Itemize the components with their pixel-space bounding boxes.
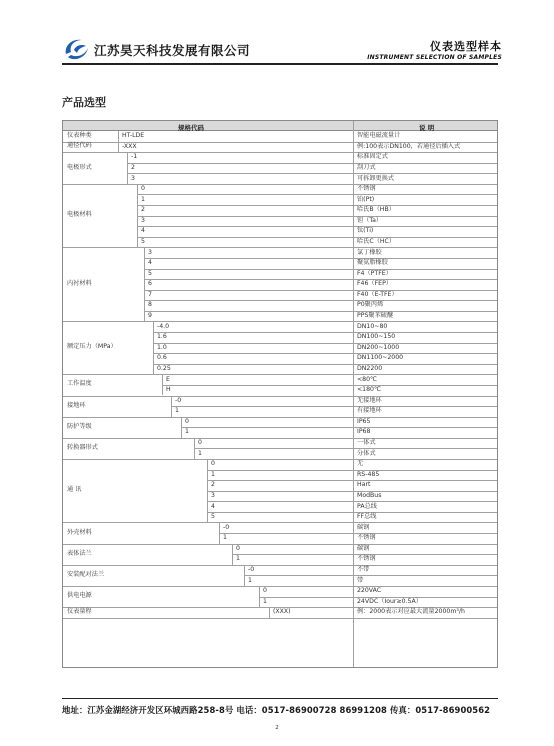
group-divider xyxy=(63,152,497,153)
group-label: 外壳材料 xyxy=(67,528,92,536)
code-value: 2 xyxy=(131,163,135,171)
code-value: 1 xyxy=(198,449,202,457)
code-value: 0 xyxy=(185,417,189,425)
row-divider xyxy=(144,290,497,291)
group-divider xyxy=(63,438,497,439)
description-value: 刮刀式 xyxy=(357,163,376,171)
description-value: 不锈钢 xyxy=(357,534,376,542)
code-value: 5 xyxy=(148,269,152,277)
description-value: 钽（Ta） xyxy=(357,216,383,224)
description-value: 碳钢 xyxy=(357,523,370,531)
code-value: 3 xyxy=(131,174,135,182)
code-value: 4 xyxy=(141,227,145,235)
footer-address: 地址：江苏金湖经济开发区环城西路258-8号 电话：0517-86900728 86991208 传真：0517-86900562 xyxy=(62,705,491,715)
code-value: -1 xyxy=(131,153,138,161)
description-value: 一体式 xyxy=(357,439,376,447)
brand-subtitle: INSTRUMENT SELECTION OF SAMPLES xyxy=(367,54,502,61)
row-divider xyxy=(153,353,497,354)
description-value: IP65 xyxy=(357,417,371,425)
code-value: -0 xyxy=(175,396,182,404)
description-value: 哈氏B（HB） xyxy=(357,206,395,214)
description-value: 分体式 xyxy=(357,449,376,457)
group-label: 供电电源 xyxy=(67,592,92,600)
description-value: Hart xyxy=(357,481,371,489)
description-value: PA总线 xyxy=(357,502,377,510)
code-value: 1 xyxy=(263,597,267,605)
description-value: 例:100表示DN100，若通径后插入式 xyxy=(357,142,461,150)
description-value: DN10~80 xyxy=(357,322,388,330)
code-value: 1 xyxy=(175,407,179,415)
row-divider xyxy=(207,470,497,471)
group-label: 电极形式 xyxy=(67,163,92,171)
code-value: 1 xyxy=(141,195,145,203)
description-value: 哈氏C（HC） xyxy=(357,238,396,245)
group-label: 防护等级 xyxy=(67,422,92,430)
row-divider xyxy=(162,385,497,386)
table-header-desc: 说 明 xyxy=(419,124,435,132)
row-divider xyxy=(144,300,497,301)
page-number: 2 xyxy=(275,725,279,731)
code-value: 2 xyxy=(211,481,215,489)
group-label: 仪表种类 xyxy=(67,131,92,139)
description-value: 220VAC xyxy=(357,587,382,595)
code-value: 8 xyxy=(148,301,152,309)
code-value: -XXX xyxy=(122,142,137,150)
description-value: 不锈钢 xyxy=(357,185,376,193)
group-divider xyxy=(63,321,497,322)
group-label: 通 讯 xyxy=(67,486,82,494)
description-value: 例：2000表示对应最大流量2000m³/h xyxy=(357,608,465,616)
code-value: 2 xyxy=(141,206,145,214)
group-divider xyxy=(63,184,497,185)
code-value: 5 xyxy=(211,513,215,521)
group-divider xyxy=(63,522,497,523)
description-value: 不锈钢 xyxy=(357,555,376,563)
group-divider xyxy=(63,618,497,619)
code-value: 1 xyxy=(223,534,227,542)
group-label: 内衬材料 xyxy=(67,279,92,287)
code-value: -0 xyxy=(223,523,230,531)
description-value: 带 xyxy=(357,576,364,584)
description-value: F46（FEP） xyxy=(357,280,393,288)
code-value: (XXX) xyxy=(273,608,291,616)
code-value: 1 xyxy=(236,555,240,563)
description-value: P0聚丙烯 xyxy=(357,301,384,309)
group-label: 额定压力（MPa） xyxy=(67,343,117,351)
description-value: 钛(Ti) xyxy=(357,227,374,235)
description-value: 有接地环 xyxy=(357,407,382,415)
code-value: 1 xyxy=(248,576,252,584)
description-value: 不带 xyxy=(357,565,370,573)
row-divider xyxy=(194,448,497,449)
group-divider xyxy=(63,586,497,587)
code-column-edge xyxy=(118,142,119,153)
code-value: 9 xyxy=(148,312,152,320)
code-value: 4 xyxy=(148,259,152,267)
code-value: 0.25 xyxy=(157,364,171,372)
description-value: 铂(Pt) xyxy=(357,195,375,203)
row-divider xyxy=(127,173,497,174)
code-value: 0 xyxy=(141,185,145,193)
code-column-edge xyxy=(127,152,128,184)
code-value: 0 xyxy=(236,544,240,552)
row-divider xyxy=(181,427,497,428)
group-label: 表体法兰 xyxy=(67,549,92,557)
description-value: RS-485 xyxy=(357,470,380,478)
description-value: 无接地环 xyxy=(357,396,382,404)
code-value: 1.6 xyxy=(157,333,167,341)
row-divider xyxy=(207,491,497,492)
code-value: 6 xyxy=(148,280,152,288)
row-divider xyxy=(153,332,497,333)
row-divider xyxy=(207,480,497,481)
table-header-code: 规格代码 xyxy=(178,124,204,132)
company-name: 江苏昊天科技发展有限公司 xyxy=(94,43,251,58)
row-divider xyxy=(137,194,497,195)
row-divider xyxy=(244,575,497,576)
code-value: 1.0 xyxy=(157,343,167,351)
code-value: 0 xyxy=(263,587,267,595)
description-value: DN100~150 xyxy=(357,333,396,341)
group-label: 仪表量程 xyxy=(67,607,92,615)
row-divider xyxy=(207,512,497,513)
group-label: 电极材料 xyxy=(67,211,92,219)
description-value: F4（PTFE） xyxy=(357,269,392,277)
group-label: 通径代码 xyxy=(67,142,92,150)
group-label: 转换器形式 xyxy=(67,443,98,451)
description-value: DN200~1000 xyxy=(357,343,400,351)
description-value: ModBus xyxy=(357,491,382,499)
code-value: 0 xyxy=(211,460,215,468)
description-value: IP68 xyxy=(357,428,371,436)
group-divider xyxy=(63,459,497,460)
description-value: F40（E-TFE） xyxy=(357,290,398,298)
code-value: 5 xyxy=(141,238,145,245)
description-value: PPS聚苯硫醚 xyxy=(357,312,394,320)
code-column-edge xyxy=(153,321,154,374)
group-divider xyxy=(63,247,497,248)
description-value: 无 xyxy=(357,460,364,468)
code-value: 7 xyxy=(148,290,152,298)
code-value: 0.6 xyxy=(157,354,167,362)
row-divider xyxy=(137,216,497,217)
group-divider xyxy=(63,417,497,418)
code-value: 1 xyxy=(211,470,215,478)
code-value: 0 xyxy=(198,439,202,447)
description-value: <180℃ xyxy=(357,386,381,394)
description-value: 可拆卸更换式 xyxy=(357,174,395,182)
header-rule xyxy=(62,63,498,65)
code-value: 3 xyxy=(148,248,152,256)
row-divider xyxy=(153,343,497,344)
row-divider xyxy=(137,237,497,238)
brand-block xyxy=(367,38,502,61)
description-value: <80℃ xyxy=(357,375,378,383)
code-value: -0 xyxy=(248,565,255,573)
description-value: 氯丁橡胶 xyxy=(357,248,382,256)
code-value: 4 xyxy=(211,502,215,510)
description-value: DN2200 xyxy=(357,364,383,372)
description-value: 智能电磁流量计 xyxy=(357,132,401,140)
group-divider xyxy=(63,544,497,545)
code-value: -4.0 xyxy=(157,322,170,330)
code-value: H xyxy=(166,386,171,394)
row-divider xyxy=(153,364,497,365)
description-value: 24VDC（Iour≥0.5A） xyxy=(357,597,422,605)
company-logo-icon xyxy=(62,36,90,62)
group-divider xyxy=(63,374,497,375)
code-value: E xyxy=(166,375,170,383)
group-label: 安装配对法兰 xyxy=(67,570,105,578)
row-divider xyxy=(137,226,497,227)
description-value: DN1100~2000 xyxy=(357,354,404,362)
row-divider xyxy=(144,269,497,270)
code-value: 3 xyxy=(141,216,145,224)
description-value: 标准固定式 xyxy=(357,153,388,161)
row-divider xyxy=(137,205,497,206)
row-divider xyxy=(127,163,497,164)
brand-title: 仪表选型样本 xyxy=(430,40,502,53)
code-value: 3 xyxy=(211,491,215,499)
row-divider xyxy=(144,258,497,259)
selection-table xyxy=(62,120,498,668)
description-value: 碳钢 xyxy=(357,544,370,552)
row-divider xyxy=(171,406,497,407)
group-divider xyxy=(63,396,497,397)
group-label: 接地环 xyxy=(67,401,86,409)
description-value: FF总线 xyxy=(357,513,377,521)
row-divider xyxy=(144,279,497,280)
code-value: HT-LDE xyxy=(122,132,145,140)
code-column-edge xyxy=(118,131,119,142)
group-label: 工作温度 xyxy=(67,380,92,388)
code-value: 1 xyxy=(185,428,189,436)
page-header xyxy=(62,36,502,64)
row-divider xyxy=(207,501,497,502)
group-divider xyxy=(63,565,497,566)
description-value: 聚氨脂橡胶 xyxy=(357,259,388,267)
row-divider xyxy=(144,311,497,312)
section-title: 产品选型 xyxy=(62,96,106,109)
code-column-edge xyxy=(269,607,270,618)
footer-rule xyxy=(62,698,498,699)
